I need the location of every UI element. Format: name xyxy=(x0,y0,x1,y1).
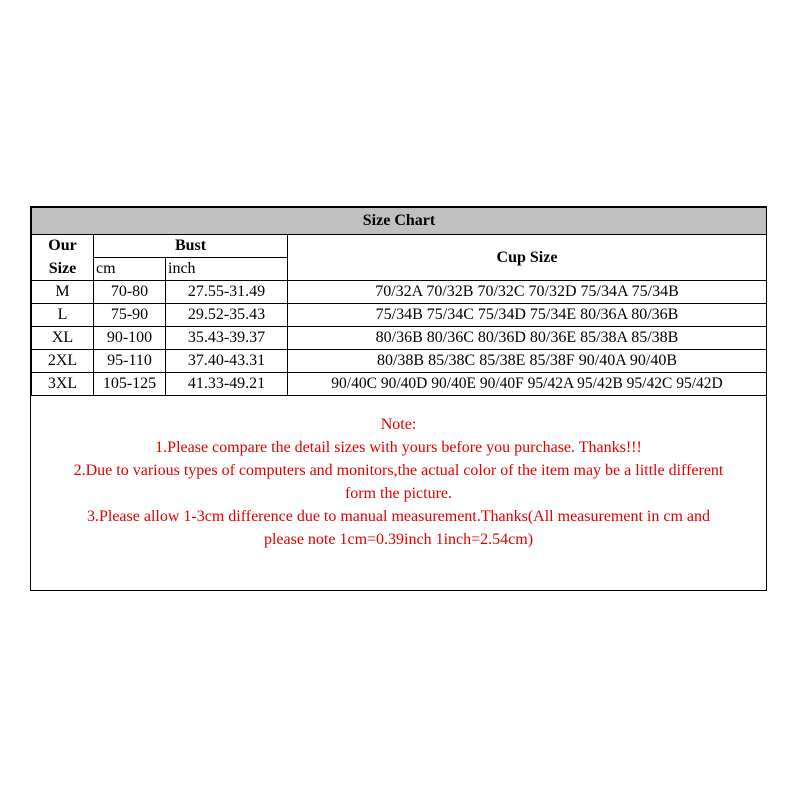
cup-size-cell: 75/34B 75/34C 75/34D 75/34E 80/36A 80/36B xyxy=(288,304,767,327)
inch-subheader: inch xyxy=(166,258,288,281)
cup-size-cell: 90/40C 90/40D 90/40E 90/40F 95/42A 95/42B 95/42C 95/42D xyxy=(288,373,767,396)
note-line-1: 1.Please compare the detail sizes with yours before you purchase. Thanks!!! xyxy=(155,439,642,456)
table-row xyxy=(32,327,767,350)
cup-size-cell: 80/36B 80/36C 80/36D 80/36E 85/38A 85/38B xyxy=(288,327,767,350)
size-cell: M xyxy=(32,281,94,304)
size-chart-table xyxy=(31,207,767,396)
size-cell: 2XL xyxy=(32,350,94,373)
cup-size-header: Cup Size xyxy=(288,235,767,281)
bust-inch-cell: 41.33-49.21 xyxy=(166,373,288,396)
notes-heading: Note: xyxy=(380,416,417,433)
bust-inch-cell: 35.43-39.37 xyxy=(166,327,288,350)
our-size-header-top: Our xyxy=(32,235,94,258)
bust-cm-cell: 75-90 xyxy=(94,304,166,327)
note-line-2b: form the picture. xyxy=(344,485,453,502)
note-line-3a: 3.Please allow 1-3cm difference due to manual measurement.Thanks(All measurement in cm and xyxy=(86,508,711,525)
our-size-header-bottom: Size xyxy=(32,258,94,281)
bust-cm-cell: 70-80 xyxy=(94,281,166,304)
note-line-3b: please note 1cm=0.39inch 1inch=2.54cm) xyxy=(263,531,534,548)
bust-inch-cell: 29.52-35.43 xyxy=(166,304,288,327)
cup-size-cell: 80/38B 85/38C 85/38E 85/38F 90/40A 90/40B xyxy=(288,350,767,373)
chart-title: Size Chart xyxy=(32,208,767,235)
cm-subheader: cm xyxy=(94,258,166,281)
table-row xyxy=(32,350,767,373)
size-cell: XL xyxy=(32,327,94,350)
notes-section xyxy=(31,413,766,551)
bust-inch-cell: 37.40-43.31 xyxy=(166,350,288,373)
bust-cm-cell: 90-100 xyxy=(94,327,166,350)
cup-size-cell: 70/32A 70/32B 70/32C 70/32D 75/34A 75/34B xyxy=(288,281,767,304)
table-row xyxy=(32,281,767,304)
table-row xyxy=(32,304,767,327)
bust-inch-cell: 27.55-31.49 xyxy=(166,281,288,304)
size-cell: L xyxy=(32,304,94,327)
note-line-2a: 2.Due to various types of computers and monitors,the actual color of the item may be a little different xyxy=(73,462,724,479)
size-cell: 3XL xyxy=(32,373,94,396)
bust-header: Bust xyxy=(94,235,288,258)
size-chart-panel xyxy=(30,206,767,591)
bust-cm-cell: 95-110 xyxy=(94,350,166,373)
bust-cm-cell: 105-125 xyxy=(94,373,166,396)
table-row xyxy=(32,373,767,396)
